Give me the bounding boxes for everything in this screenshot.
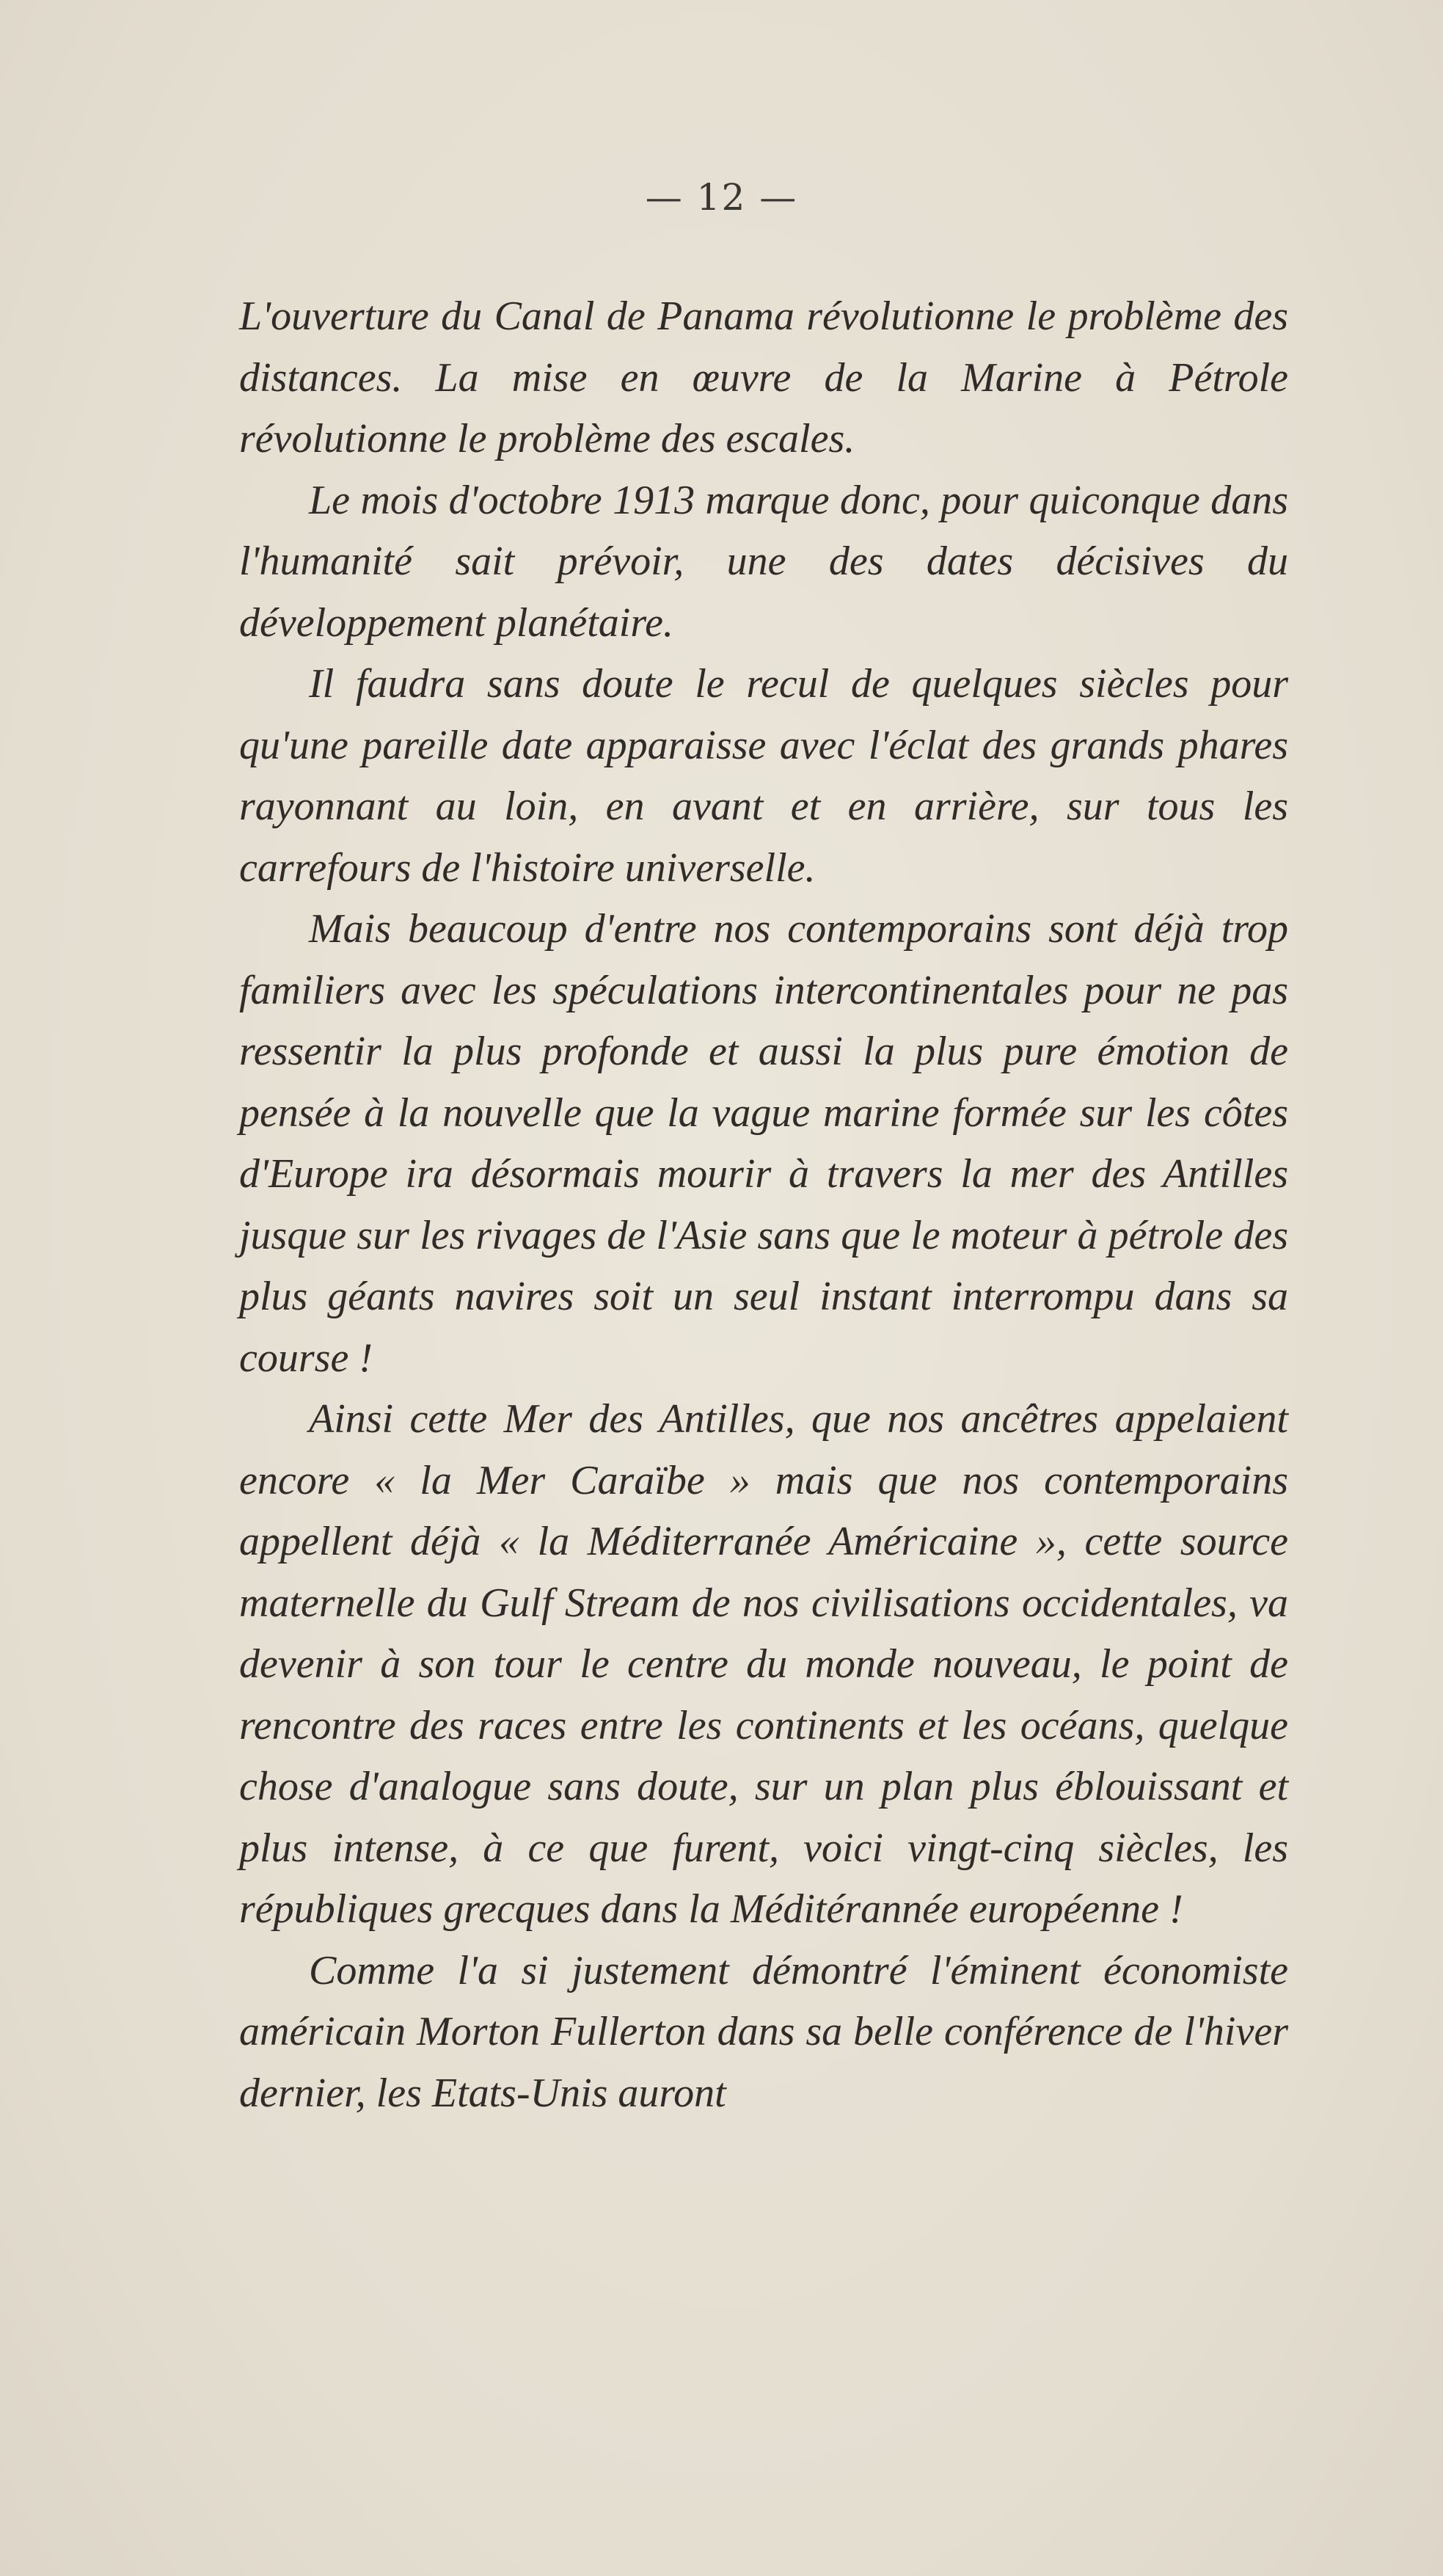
- body-text: [239, 286, 1288, 2124]
- page-number: — 12 —: [645, 176, 798, 219]
- paragraph-4: Mais beaucoup d'entre nos contemporains sont déjà trop familiers avec les spéculations intercontinentales pour ne pas ressentir la plus profonde et aussi la plus pure émotion de pensée à la nouvelle que la vague marine formée sur les côtes d'Europe ira désormais mourir à travers la mer des Antilles jusque sur les rivages de l'Asie sans que le moteur à pétrole des plus géants navires soit un seul instant interrompu dans sa course !: [239, 906, 1288, 1381]
- paragraph-3: Il faudra sans doute le recul de quelques siècles pour qu'une pareille date apparaisse avec l'éclat des grands phares rayonnant au loin, en avant et en arrière, sur tous les carrefours de l'histoire universelle.: [239, 661, 1288, 891]
- paragraph-5: Ainsi cette Mer des Antilles, que nos ancêtres appelaient encore « la Mer Caraïbe » mais que nos contemporains appellent déjà « la Méditerranée Américaine », cette source maternelle du Gulf Stream de nos civilisations occidentales, va devenir à son tour le centre du monde nouveau, le point de rencontre des races entre les continents et les océans, quelque chose d'analogue sans doute, sur un plan plus éblouissant et plus intense, à ce que furent, voici vingt-cinq siècles, les républiques grecques dans la Méditérannée européenne !: [239, 1396, 1288, 1932]
- paragraph-1: L'ouverture du Canal de Panama révolutionne le problème des distances. La mise en œuvre de la Marine à Pétrole révolutionne le problème des escales.: [239, 293, 1288, 461]
- paragraph-6: Comme l'a si justement démontré l'éminent économiste américain Morton Fullerton dans sa belle conférence de l'hiver dernier, les Etats-Unis auront: [239, 1947, 1288, 2116]
- paragraph-2: Le mois d'octobre 1913 marque donc, pour quiconque dans l'humanité sait prévoir, une des dates décisives du développement planétaire.: [239, 477, 1288, 646]
